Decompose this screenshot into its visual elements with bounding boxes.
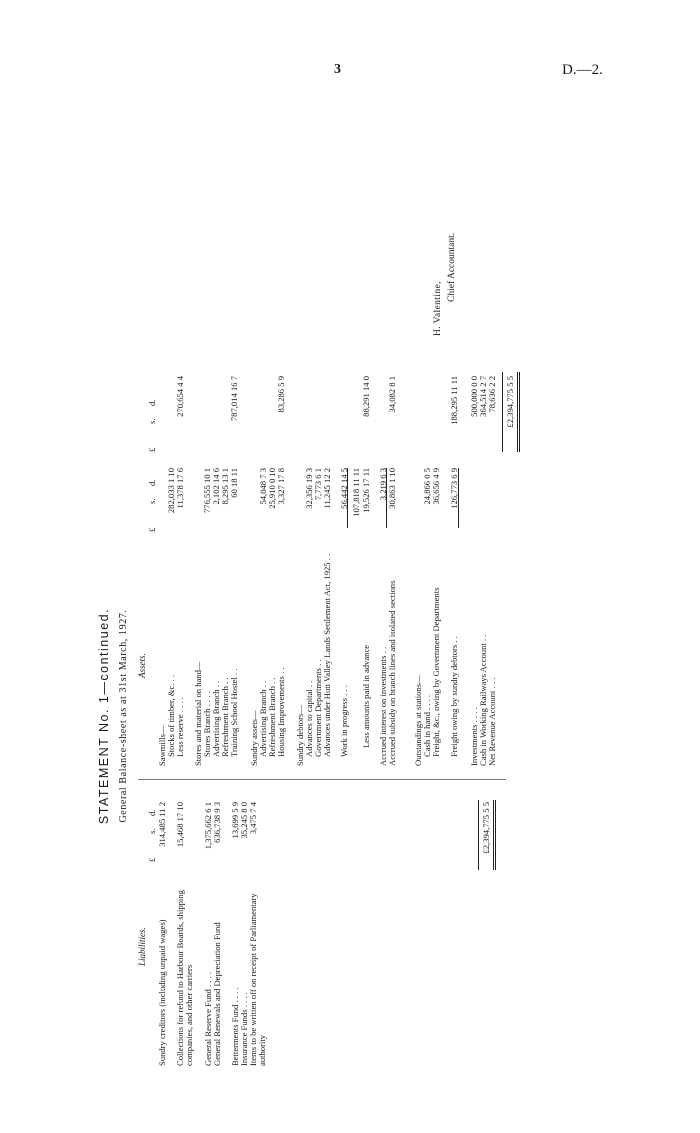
currency-pound-heading: £ xyxy=(147,447,157,452)
asset-subtotal: 126,773 6 9 xyxy=(449,468,459,509)
balance-sheet xyxy=(92,86,632,1066)
asset-amount: 500,000 0 0 xyxy=(469,376,479,417)
asset-subtotal: 3,219 6 3 xyxy=(378,468,388,501)
asset-label: Advertising Branch . . xyxy=(211,680,221,757)
asset-label: Advances under Hutt Valley Lands Settlement Act, 1925 . . xyxy=(322,553,332,757)
asset-label: Government Departments . . xyxy=(313,659,323,757)
liability-label: General Renewals and Depreciation Fund xyxy=(212,922,222,1066)
liability-label: Collections for refund to Harbour Boards, shipping companies, and other carriers xyxy=(175,890,195,1066)
asset-label: Refreshment Branch . . xyxy=(220,677,230,757)
asset-label: Cash in hand . . . . xyxy=(422,694,432,757)
asset-amount: 78,636 2 2 xyxy=(487,376,497,413)
asset-subtotal: 8,295 13 1 xyxy=(220,468,230,505)
asset-label: Less amounts paid in advance xyxy=(361,644,371,748)
asset-label: Accrued interest on investments . . xyxy=(378,646,388,766)
asset-label: Sawmills— xyxy=(157,725,167,766)
document-code: D.—2. xyxy=(562,62,603,78)
asset-label: Less reserve . . . . xyxy=(175,697,185,757)
asset-subtotal: 24,866 0 5 xyxy=(422,468,432,505)
asset-subtotal: 19,526 17 11 xyxy=(361,468,371,513)
sum-rule xyxy=(347,468,348,528)
liability-label: Sundry creditors (including unpaid wages) xyxy=(157,919,167,1066)
currency-pound-heading: £ xyxy=(147,857,157,862)
asset-subtotal: 36,656 4 9 xyxy=(431,468,441,505)
page-number: 3 xyxy=(334,62,341,77)
asset-label: Training School Hostel . . xyxy=(229,668,239,757)
asset-amount: 270,654 4 4 xyxy=(175,376,185,417)
liability-label: Items to be written off on receipt of Parliamentary authority xyxy=(248,893,268,1066)
asset-label: Refreshment Branch . . xyxy=(267,677,277,757)
asset-subtotal: 25,910 0 10 xyxy=(267,468,277,509)
liabilities-heading: Liabilities. xyxy=(137,927,147,966)
asset-label: Freight owing by sundry debtors . . xyxy=(449,636,459,757)
currency-shillings-heading: s. xyxy=(147,418,157,424)
asset-amount: 787,014 16 7 xyxy=(229,376,239,422)
asset-subtotal: 7,773 6 1 xyxy=(313,468,323,501)
asset-label: Stores and material on hand— xyxy=(193,661,203,766)
asset-label: Stores Branch . . . . xyxy=(202,691,212,757)
sum-rule xyxy=(458,468,459,528)
asset-label: Sundry debtors— xyxy=(295,705,305,766)
asset-label: Work in progress . . . xyxy=(339,685,349,757)
sum-rule xyxy=(502,372,503,452)
asset-subtotal: 11,245 12 2 xyxy=(322,468,332,509)
liability-label: Insurance Funds . . . . xyxy=(239,992,249,1066)
statement-subtitle: General Balance-sheet as at 31st March, 1927. xyxy=(118,609,129,823)
statement-title: STATEMENT No. 1—continued. xyxy=(97,607,111,825)
asset-amount: 83,286 5 9 xyxy=(276,376,286,413)
liability-amount: 15,468 17 10 xyxy=(175,802,185,848)
asset-subtotal: 30,863 1 10 xyxy=(387,468,397,509)
asset-amount: 34,082 8 1 xyxy=(387,376,397,413)
signatory-title: Chief Accountant. xyxy=(447,232,457,302)
asset-subtotal: 3,327 17 8 xyxy=(276,468,286,505)
asset-subtotal: 32,356 19 3 xyxy=(304,468,314,509)
asset-subtotal: 60 18 11 xyxy=(229,468,239,498)
liability-amount: 1,375,662 6 1 xyxy=(203,802,213,850)
asset-label: Sundry assets— xyxy=(249,710,259,766)
liability-amount: 314,485 11 2 xyxy=(157,802,167,847)
liability-amount: 636,738 9 3 xyxy=(212,802,222,843)
liability-amount: 3,475 7 4 xyxy=(248,802,258,835)
sum-rule xyxy=(478,800,479,870)
asset-label: Net Revenue Account . . . xyxy=(487,677,497,766)
total-double-rule xyxy=(517,372,520,452)
liability-amount: 35,245 8 0 xyxy=(239,802,249,839)
currency-pence-heading: d. xyxy=(147,479,157,486)
liabilities-total: £2,394,775 5 5 xyxy=(481,802,491,854)
asset-subtotal: 107,818 11 11 xyxy=(351,468,361,517)
currency-pence-heading: d. xyxy=(147,399,157,406)
asset-subtotal: 2,102 14 6 xyxy=(211,468,221,505)
asset-label: Cash in Working Railways Account . . xyxy=(478,634,488,766)
asset-label: Freight, &c., owing by Government Departments xyxy=(431,587,441,757)
asset-amount: 88,291 14 0 xyxy=(361,376,371,417)
asset-subtotal: 56,442 14 5 xyxy=(339,468,349,509)
asset-label: Accrued subsidy on branch lines and isolated sections xyxy=(387,580,397,766)
sum-rule xyxy=(386,468,387,528)
currency-pence-heading: d. xyxy=(147,809,157,816)
asset-amount: 364,514 2 7 xyxy=(478,376,488,417)
assets-heading: Assets. xyxy=(137,653,147,678)
asset-amount: 188,295 11 11 xyxy=(449,376,459,425)
asset-label: Housing Improvements . . xyxy=(276,667,286,757)
liability-label: Betterments Fund . . . . xyxy=(230,987,240,1066)
asset-subtotal: 776,555 10 1 xyxy=(202,468,212,514)
assets-total: £2,394,775 5 5 xyxy=(505,376,515,428)
liability-label: General Reserve Fund . . . . xyxy=(203,971,213,1066)
currency-shillings-heading: s. xyxy=(147,498,157,504)
asset-label: Outstandings at stations— xyxy=(413,675,423,766)
asset-subtotal: 282,033 1 10 xyxy=(166,468,176,514)
total-double-rule xyxy=(493,800,496,870)
currency-shillings-heading: s. xyxy=(147,828,157,834)
column-divider xyxy=(138,779,506,780)
asset-label: Stocks of timber, &c. . . xyxy=(166,674,176,757)
asset-subtotal: 54,048 7 3 xyxy=(258,468,268,505)
asset-label: Advances to capital . . xyxy=(304,680,314,757)
asset-label: Investments . . . . xyxy=(469,707,479,766)
liability-amount: 13,699 5 9 xyxy=(230,802,240,839)
currency-pound-heading: £ xyxy=(147,527,157,532)
asset-subtotal: 11,378 17 6 xyxy=(175,468,185,509)
asset-label: Advertising Branch . . xyxy=(258,680,268,757)
signatory-name: H. Valentine, xyxy=(433,281,443,336)
